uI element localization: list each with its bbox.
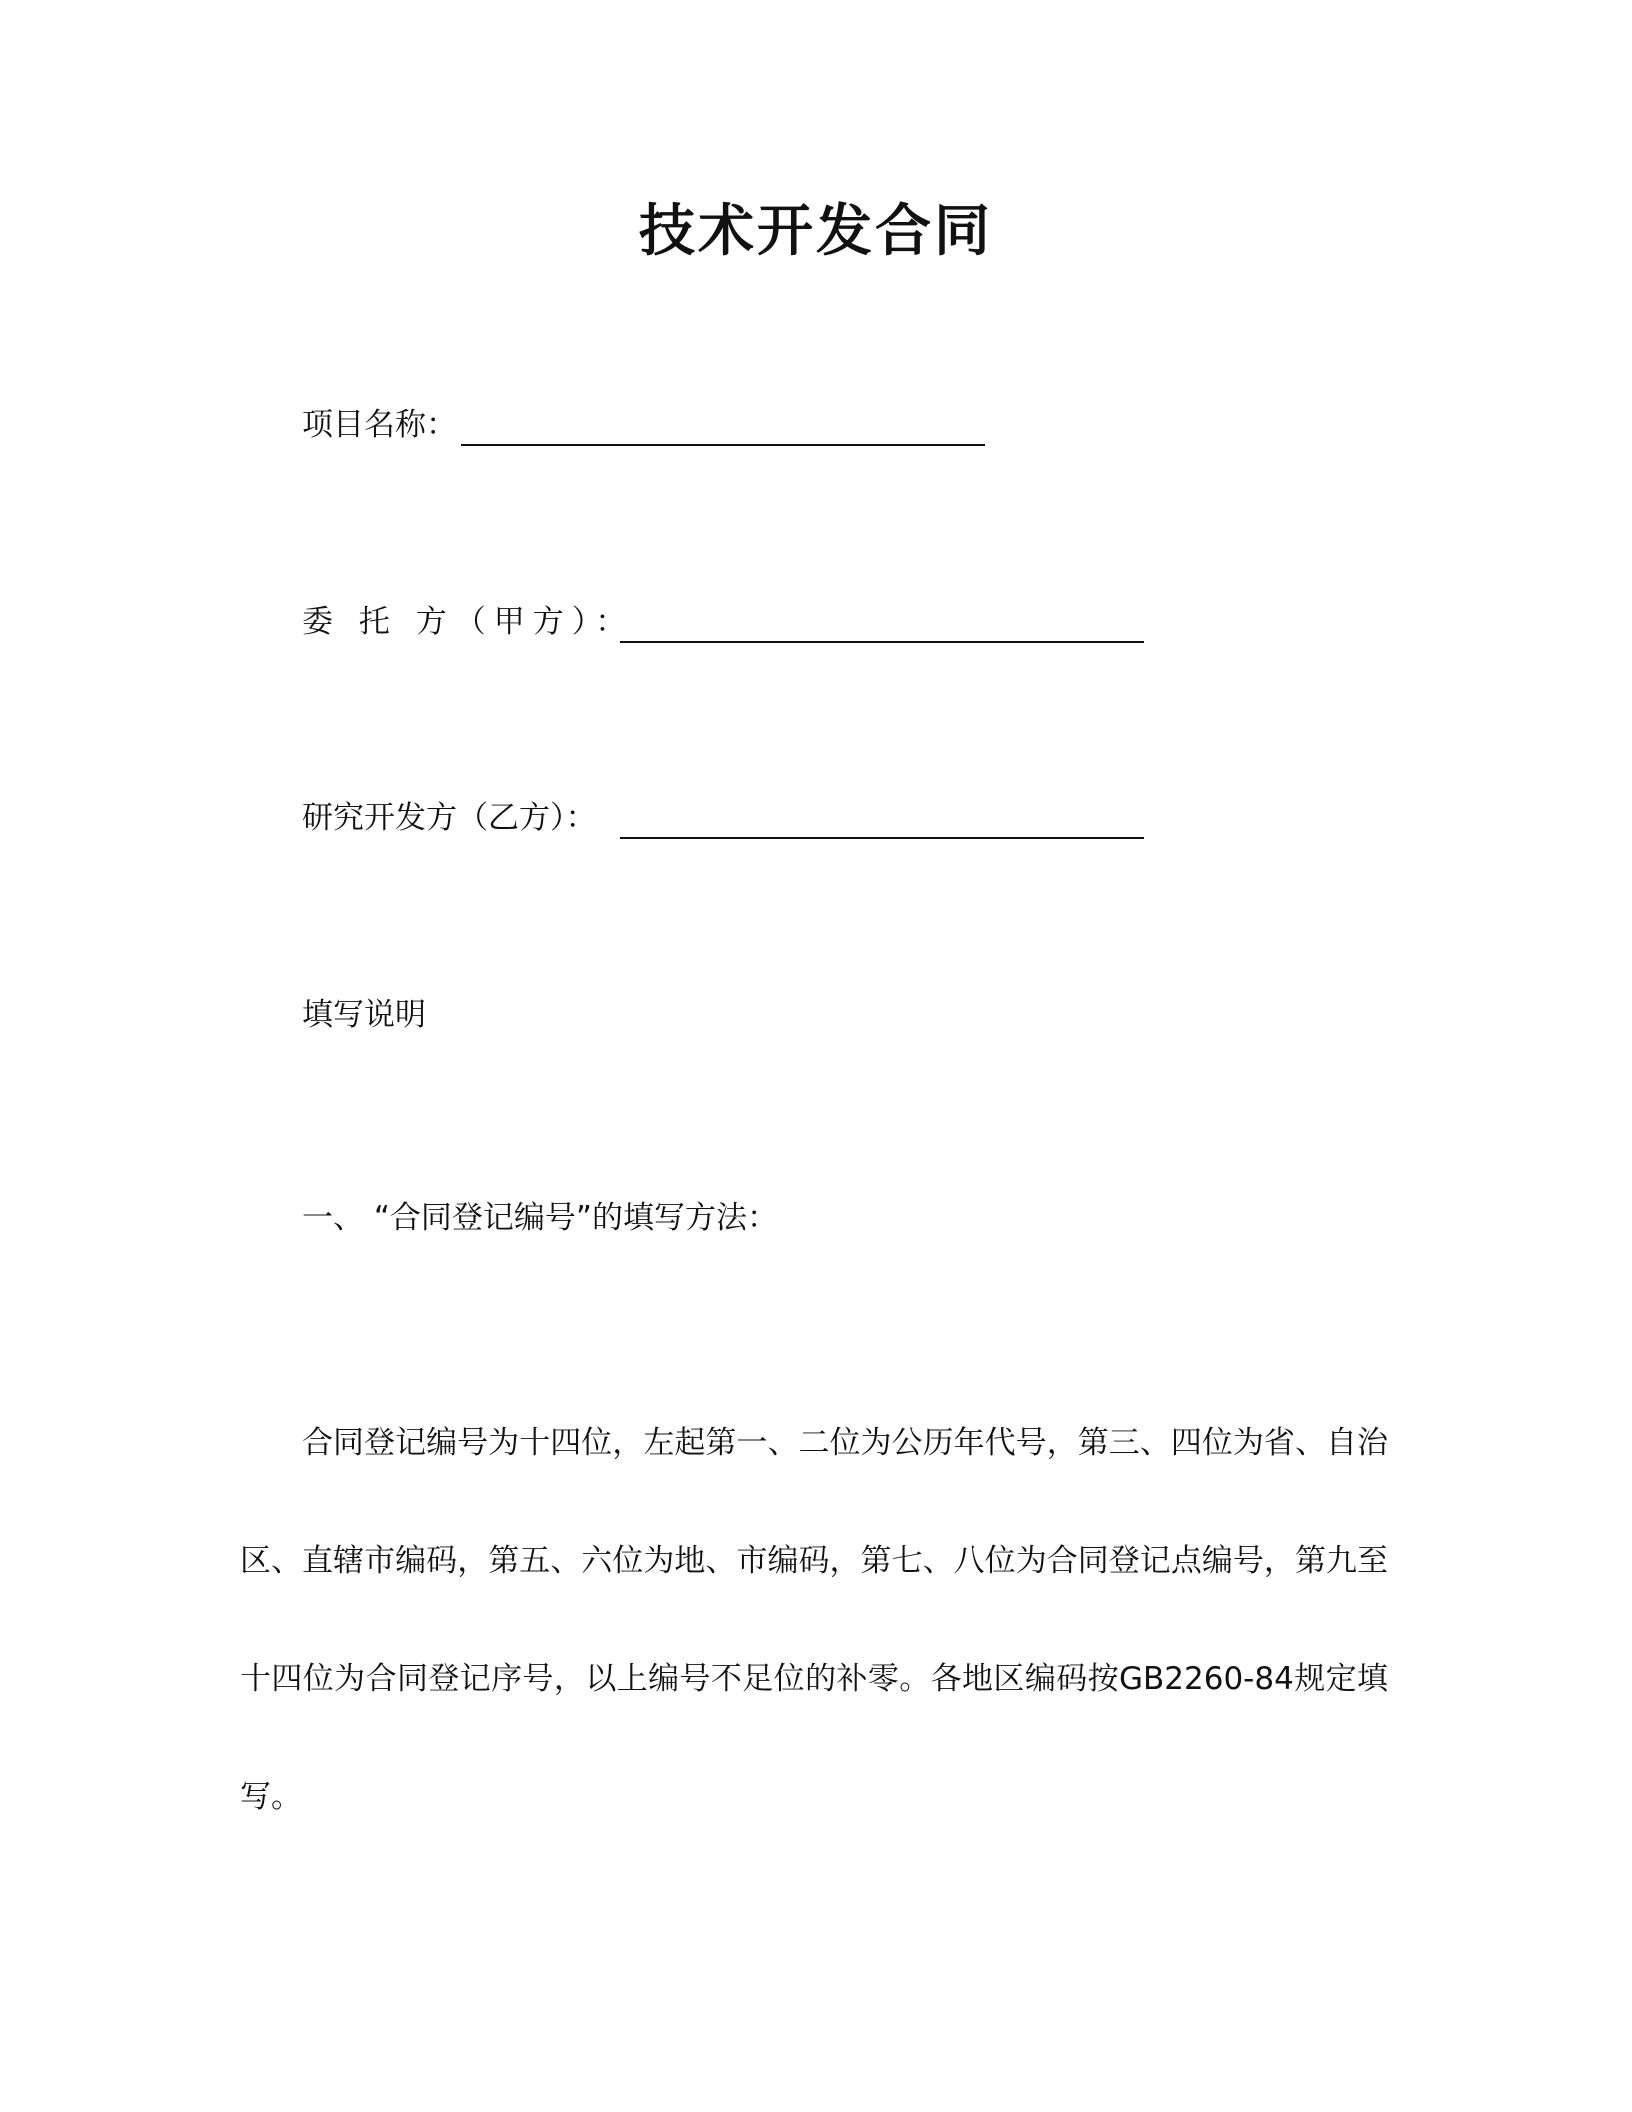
section-one-paragraph: 合同登记编号为十四位，左起第一、二位为公历年代号，第三、四位为省、自治区、直辖市编码，第五、六位为地、市编码，第七、八位为合同登记点编号，第九至十四位为合同登记序号，以上编号不足位的补零。各地区编码按GB2260-84规定填写。 bbox=[240, 1425, 1388, 1815]
section-one-heading: 一、 “合同登记编号”的填写方法： bbox=[302, 1200, 778, 1236]
instructions-heading: 填写说明 bbox=[302, 997, 426, 1033]
client-label: 委 托 方（甲方）： bbox=[302, 604, 635, 640]
client-field bbox=[302, 599, 1162, 645]
developer-field bbox=[302, 795, 1162, 841]
project-name-blank-line[interactable] bbox=[461, 444, 985, 446]
project-name-label: 项目名称： bbox=[302, 407, 457, 443]
developer-blank-line[interactable] bbox=[620, 837, 1144, 839]
client-blank-line[interactable] bbox=[620, 641, 1144, 643]
document-title: 技术开发合同 bbox=[639, 199, 993, 264]
developer-label: 研究开发方（乙方）： bbox=[302, 800, 597, 836]
project-name-field bbox=[302, 402, 1002, 448]
